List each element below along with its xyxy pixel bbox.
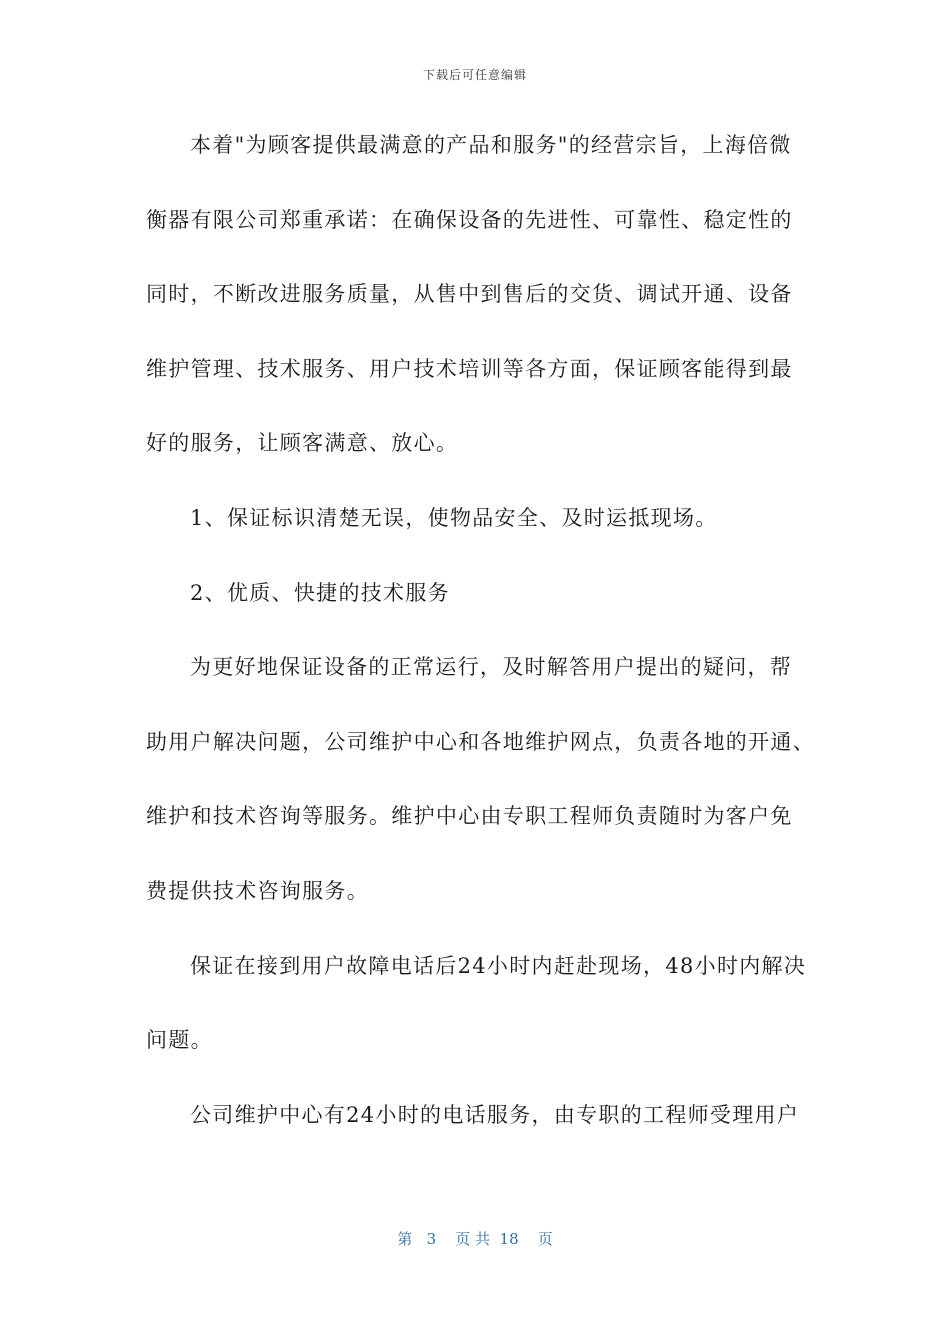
- paragraph-line: 为更好地保证设备的正常运行，及时解答用户提出的疑问，帮: [190, 655, 793, 680]
- paragraph-line: 同时，不断改进服务质量，从售中到售后的交货、调试开通、设备: [146, 282, 793, 307]
- document-body: [146, 122, 815, 1166]
- paragraph-line: 维护管理、技术服务、用户技术培训等各方面，保证顾客能得到最: [146, 356, 793, 381]
- paragraph-line: 公司维护中心有24小时的电话服务，由专职的工程师受理用户: [190, 1102, 800, 1127]
- list-item: 2、优质、快捷的技术服务: [190, 580, 450, 605]
- paragraph-line: 费提供技术咨询服务。: [146, 878, 369, 903]
- footer-suffix: 页: [537, 1230, 553, 1248]
- paragraph-line: 好的服务，让顾客满意、放心。: [146, 431, 459, 456]
- paragraph-line: 本着"为顾客提供最满意的产品和服务"的经营宗旨，上海倍微: [190, 133, 792, 157]
- list-item: 1、保证标识清楚无误，使物品安全、及时运抵现场。: [190, 505, 718, 530]
- paragraph-line: 问题。: [146, 1028, 213, 1053]
- page-footer: [0, 1228, 950, 1249]
- paragraph-line: 维护和技术咨询等服务。维护中心由专职工程师负责随时为客户免: [146, 804, 793, 829]
- footer-prefix: 第: [397, 1230, 413, 1248]
- footer-middle: 页 共: [455, 1230, 490, 1248]
- total-pages: 18: [499, 1230, 519, 1248]
- paragraph-line: 助用户解决问题，公司维护中心和各地维护网点，负责各地的开通、: [146, 729, 815, 754]
- page-number: 3: [426, 1230, 437, 1248]
- paragraph-line: 衡器有限公司郑重承诺：在确保设备的先进性、可靠性、稳定性的: [146, 207, 793, 232]
- paragraph-line: 保证在接到用户故障电话后24小时内赶赴现场，48小时内解决: [190, 953, 807, 978]
- header-note: 下载后可任意编辑: [422, 68, 527, 82]
